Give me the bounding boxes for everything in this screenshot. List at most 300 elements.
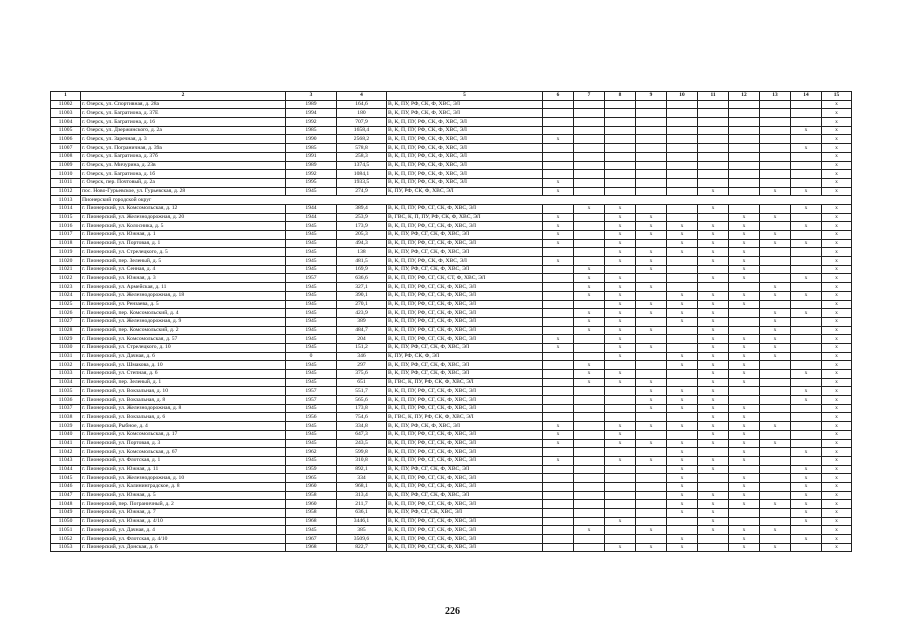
mark-cell: x (574, 283, 605, 292)
empty-cell (574, 500, 605, 509)
column-header: 5 (387, 92, 543, 101)
utilities-cell: В, К, ПУ, РФ, СК, Ф, ХВС, ЭЛ (387, 422, 543, 431)
empty-cell (729, 387, 760, 396)
empty-cell (605, 265, 636, 274)
table-row (51, 100, 852, 109)
empty-cell (605, 100, 636, 109)
empty-cell (791, 413, 822, 422)
mark-cell: x (605, 378, 636, 387)
row-number: 11013 (51, 196, 81, 205)
empty-cell (729, 396, 760, 405)
area-cell: 389 (337, 317, 387, 326)
empty-cell (791, 231, 822, 240)
empty-cell (636, 430, 667, 439)
row-number: 11038 (51, 413, 81, 422)
empty-cell (543, 526, 574, 535)
empty-cell (605, 135, 636, 144)
row-number: 11041 (51, 439, 81, 448)
empty-cell (667, 126, 698, 135)
mark-cell: x (729, 370, 760, 379)
mark-cell: x (729, 361, 760, 370)
mark-cell: x (791, 222, 822, 231)
mark-cell: x (667, 317, 698, 326)
mark-cell: x (729, 378, 760, 387)
address-cell: г. Пионерский, пер. Комсомольский, д. 2 (81, 326, 286, 335)
year-cell: 1958 (286, 491, 337, 500)
area-cell: 390,1 (337, 291, 387, 300)
mark-cell: x (822, 335, 852, 344)
row-number: 11043 (51, 456, 81, 465)
utilities-cell: В, К, П, ПУ, РФ, СГ, СК, Ф, ХВС, ЭЛ (387, 439, 543, 448)
empty-cell (667, 257, 698, 266)
utilities-cell: В, К, П, ПУ, РФ, СК, Ф, ХВС, ЭЛ (387, 118, 543, 127)
utilities-cell: В, К, П, ПУ, РФ, СГ, СК, Ф, ХВС, ЭЛ (387, 404, 543, 413)
utilities-cell: В, К, ПУ, РФ, СГ, СК, Ф, ХВС, ЭЛ (387, 248, 543, 257)
year-cell: 1956 (286, 413, 337, 422)
mark-cell: x (698, 465, 729, 474)
utilities-cell: В, К, П, ПУ, РФ, СГ, СК, Ф, ХВС, ЭЛ (387, 474, 543, 483)
utilities-cell: В, К, П, ПУ, РФ, СГ, СК, Ф, ХВС, ЭЛ (387, 326, 543, 335)
mark-cell: x (636, 257, 667, 266)
empty-cell (667, 100, 698, 109)
mark-cell: x (791, 309, 822, 318)
empty-cell (574, 482, 605, 491)
utilities-cell: В, К, ПУ, РФ, СГ, СК, Ф, ХВС, ЭЛ (387, 231, 543, 240)
row-number: 11033 (51, 370, 81, 379)
empty-cell (698, 213, 729, 222)
mark-cell: x (760, 309, 791, 318)
mark-cell: x (822, 248, 852, 257)
table-row (51, 161, 852, 170)
row-number: 11016 (51, 222, 81, 231)
empty-cell (574, 465, 605, 474)
mark-cell: x (667, 543, 698, 552)
utilities-cell: В, К, ПУ, РФ, СК, Ф, ХВС, ЭЛ (387, 100, 543, 109)
empty-cell (760, 257, 791, 266)
empty-cell (543, 517, 574, 526)
year-cell: 1990 (286, 135, 337, 144)
area-cell: 1933,5 (337, 178, 387, 187)
utilities-cell: В, К, П, ПУ, РФ, СГ, СК, Ф, ХВС, ЭЛ (387, 500, 543, 509)
mark-cell: x (636, 300, 667, 309)
mark-cell: x (822, 274, 852, 283)
mark-cell: x (822, 239, 852, 248)
address-cell: г. Озерск, ул. Багратиона, д. 16 (81, 118, 286, 127)
empty-cell (543, 535, 574, 544)
empty-cell (698, 448, 729, 457)
mark-cell: x (729, 335, 760, 344)
mark-cell: x (729, 439, 760, 448)
table-row (51, 204, 852, 213)
header-row (51, 92, 852, 101)
address-cell: г. Пионерский, ул. Колосника, д. 5 (81, 222, 286, 231)
empty-cell (636, 448, 667, 457)
utilities-cell: В, К, П, ПУ, РФ, СГ, СК, Ф, ХВС, ЭЛ (387, 283, 543, 292)
empty-cell (636, 109, 667, 118)
utilities-cell: В, К, П, ПУ, РФ, СГ, СК, Ф, ХВС, ЭЛ (387, 517, 543, 526)
empty-cell (791, 170, 822, 179)
column-header: 12 (729, 92, 760, 101)
address-cell: г. Пионерский, ул. Железнодорожная, д. 10 (81, 474, 286, 483)
year-cell: 1945 (286, 248, 337, 257)
row-number: 11026 (51, 309, 81, 318)
mark-cell: x (822, 187, 852, 196)
mark-cell: x (636, 396, 667, 405)
table-row (51, 543, 852, 552)
empty-cell (574, 535, 605, 544)
mark-cell: x (698, 239, 729, 248)
empty-cell (605, 474, 636, 483)
table-row (51, 231, 852, 240)
mark-cell: x (760, 335, 791, 344)
empty-cell (636, 491, 667, 500)
empty-cell (729, 161, 760, 170)
mark-cell: x (667, 500, 698, 509)
table-row (51, 404, 852, 413)
mark-cell: x (698, 187, 729, 196)
mark-cell: x (822, 361, 852, 370)
mark-cell: x (636, 543, 667, 552)
empty-cell (698, 170, 729, 179)
mark-cell: x (822, 456, 852, 465)
table-row (51, 248, 852, 257)
empty-cell (760, 474, 791, 483)
utilities-cell: В, К, П, ПУ, РФ, СГ, СК, Ф, ХВС, ЭЛ (387, 535, 543, 544)
utilities-cell: В, К, П, ПУ, РФ, СК, Ф, ХВС, ЭЛ (387, 152, 543, 161)
empty-cell (760, 456, 791, 465)
address-cell: пос. Ново-Гурьевское, ул. Гурьевская, д. 28 (81, 187, 286, 196)
mark-cell: x (667, 352, 698, 361)
empty-cell (729, 144, 760, 153)
mark-cell: x (822, 526, 852, 535)
area-cell: 334,8 (337, 422, 387, 431)
mark-cell: x (729, 422, 760, 431)
empty-cell (791, 404, 822, 413)
mark-cell: x (667, 535, 698, 544)
row-number: 11003 (51, 109, 81, 118)
address-cell: г. Пионерский, ул. Степная, д. 6 (81, 370, 286, 379)
year-cell: 1959 (286, 465, 337, 474)
mark-cell: x (698, 204, 729, 213)
empty-cell (605, 535, 636, 544)
table-row (51, 378, 852, 387)
table-row (51, 343, 852, 352)
mark-cell: x (822, 491, 852, 500)
empty-cell (636, 204, 667, 213)
address-cell: г. Пионерский, ул. Южная, д. 7 (81, 509, 286, 518)
mark-cell: x (822, 283, 852, 292)
empty-cell (574, 335, 605, 344)
empty-cell (667, 517, 698, 526)
address-cell: г. Пионерский, ул. Флотская, д. 1 (81, 456, 286, 465)
year-cell: 1989 (286, 100, 337, 109)
empty-cell (791, 352, 822, 361)
empty-cell (760, 535, 791, 544)
row-number: 11053 (51, 543, 81, 552)
empty-cell (760, 300, 791, 309)
mark-cell: x (605, 352, 636, 361)
empty-cell (698, 118, 729, 127)
empty-cell (543, 248, 574, 257)
mark-cell: x (822, 109, 852, 118)
empty-cell (636, 465, 667, 474)
mark-cell: x (667, 456, 698, 465)
table-row (51, 144, 852, 153)
area-cell: 599,8 (337, 448, 387, 457)
year-cell: 1945 (286, 343, 337, 352)
year-cell: 1945 (286, 265, 337, 274)
mark-cell: x (698, 413, 729, 422)
row-number: 11048 (51, 500, 81, 509)
mark-cell: x (791, 126, 822, 135)
empty-cell (667, 135, 698, 144)
area-cell: 375,6 (337, 370, 387, 379)
row-number: 11029 (51, 335, 81, 344)
year-cell: 1967 (286, 535, 337, 544)
empty-cell (574, 187, 605, 196)
mark-cell: x (729, 474, 760, 483)
mark-cell: x (822, 265, 852, 274)
area-cell: 313,4 (337, 491, 387, 500)
empty-cell (698, 100, 729, 109)
table-row (51, 465, 852, 474)
mark-cell: x (543, 231, 574, 240)
area-cell: 180 (337, 109, 387, 118)
empty-cell (574, 439, 605, 448)
utilities-cell: В, К, П, ПУ, РФ, СГ, СК, Ф, ХВС, ЭЛ (387, 291, 543, 300)
utilities-cell: В, К, ПУ, РФ, СГ, СК, Ф, ХВС, ЭЛ (387, 370, 543, 379)
address-cell: г. Пионерский, ул. Железнодорожная, д. 18 (81, 291, 286, 300)
address-cell: г. Пионерский, ул. Шмакова, д. 10 (81, 361, 286, 370)
section-title: Пионерский городской округ (81, 196, 852, 205)
mark-cell: x (543, 439, 574, 448)
empty-cell (543, 370, 574, 379)
empty-cell (574, 126, 605, 135)
row-number: 11011 (51, 178, 81, 187)
row-number: 11006 (51, 135, 81, 144)
empty-cell (574, 300, 605, 309)
utilities-cell: В, К, П, ПУ, РФ, СГ, СК, Ф, ХВС, ЭЛ (387, 317, 543, 326)
address-cell: г. Пионерский, пер. Зеленый, д. 1 (81, 378, 286, 387)
address-cell: г. Пионерский, ул. Стрелецкого, д. 5 (81, 248, 286, 257)
table-row (51, 517, 852, 526)
utilities-cell: В, К, П, ПУ, РФ, СГ, СК, СТ, Ф, ХВС, ЭЛ (387, 274, 543, 283)
empty-cell (574, 135, 605, 144)
empty-cell (543, 543, 574, 552)
mark-cell: x (605, 291, 636, 300)
empty-cell (791, 526, 822, 535)
mark-cell: x (543, 213, 574, 222)
address-cell: г. Пионерский, ул. Комсомольская, д. 12 (81, 204, 286, 213)
empty-cell (760, 126, 791, 135)
address-cell: г. Пионерский, ул. Дачная, д. 4 (81, 526, 286, 535)
empty-cell (636, 317, 667, 326)
mark-cell: x (729, 343, 760, 352)
utilities-cell: В, К, П, ПУ, РФ, СГ, СК, Ф, ХВС, ЭЛ (387, 335, 543, 344)
empty-cell (636, 100, 667, 109)
empty-cell (543, 161, 574, 170)
address-cell: г. Пионерский, ул. Комсомольская, д. 67 (81, 448, 286, 457)
year-cell: 1945 (286, 222, 337, 231)
row-number: 11045 (51, 474, 81, 483)
year-cell: 1945 (286, 361, 337, 370)
area-cell: 423,9 (337, 309, 387, 318)
mark-cell: x (698, 231, 729, 240)
mark-cell: x (760, 422, 791, 431)
area-cell: 205,3 (337, 231, 387, 240)
empty-cell (574, 170, 605, 179)
mark-cell: x (760, 543, 791, 552)
utilities-cell: В, К, П, ПУ, РФ, СГ, СК, Ф, ХВС, ЭЛ (387, 387, 543, 396)
mark-cell: x (791, 482, 822, 491)
empty-cell (791, 430, 822, 439)
empty-cell (543, 283, 574, 292)
empty-cell (729, 152, 760, 161)
table-row (51, 317, 852, 326)
mark-cell: x (543, 343, 574, 352)
section-row (51, 196, 852, 205)
mark-cell: x (667, 448, 698, 457)
row-number: 11021 (51, 265, 81, 274)
empty-cell (636, 144, 667, 153)
area-cell: 151,2 (337, 343, 387, 352)
empty-cell (605, 118, 636, 127)
utilities-cell: В, К, ПУ, РФ, СГ, СК, ХВС, ЭЛ (387, 509, 543, 518)
empty-cell (760, 118, 791, 127)
mark-cell: x (605, 456, 636, 465)
mark-cell: x (729, 543, 760, 552)
row-number: 11024 (51, 291, 81, 300)
empty-cell (791, 378, 822, 387)
area-cell: 968,1 (337, 482, 387, 491)
mark-cell: x (822, 126, 852, 135)
empty-cell (605, 187, 636, 196)
mark-cell: x (605, 543, 636, 552)
mark-cell: x (698, 317, 729, 326)
mark-cell: x (667, 248, 698, 257)
empty-cell (636, 118, 667, 127)
utilities-cell: В, К, П, ПУ, РФ, СГ, СК, Ф, ХВС, ЭЛ (387, 456, 543, 465)
empty-cell (574, 178, 605, 187)
column-header: 1 (51, 92, 81, 101)
empty-cell (543, 326, 574, 335)
row-number: 11032 (51, 361, 81, 370)
empty-cell (543, 465, 574, 474)
mark-cell: x (667, 387, 698, 396)
utilities-cell: В, К, ПУ, РФ, СГ, СК, Ф, ХВС, ЭЛ (387, 465, 543, 474)
mark-cell: x (636, 231, 667, 240)
mark-cell: x (729, 448, 760, 457)
empty-cell (760, 448, 791, 457)
year-cell: 1994 (286, 109, 337, 118)
mark-cell: x (636, 309, 667, 318)
empty-cell (543, 448, 574, 457)
mark-cell: x (698, 422, 729, 431)
mark-cell: x (605, 283, 636, 292)
empty-cell (574, 239, 605, 248)
empty-cell (760, 361, 791, 370)
mark-cell: x (760, 283, 791, 292)
area-cell: 243,5 (337, 439, 387, 448)
mark-cell: x (760, 439, 791, 448)
mark-cell: x (543, 187, 574, 196)
utilities-cell: В, К, П, ПУ, РФ, СК, Ф, ХВС, ЭЛ (387, 135, 543, 144)
mark-cell: x (791, 474, 822, 483)
empty-cell (574, 448, 605, 457)
area-cell: 1658,4 (337, 126, 387, 135)
mark-cell: x (729, 526, 760, 535)
mark-cell: x (667, 361, 698, 370)
year-cell: 1945 (286, 430, 337, 439)
year-cell: 1945 (286, 326, 337, 335)
mark-cell: x (636, 283, 667, 292)
empty-cell (760, 222, 791, 231)
empty-cell (667, 283, 698, 292)
mark-cell: x (605, 309, 636, 318)
area-cell: 389,4 (337, 204, 387, 213)
utilities-cell: В, ГВС, К, ПУ, РФ, СК, Ф, ХВС, ЭЛ (387, 413, 543, 422)
empty-cell (729, 465, 760, 474)
year-cell: 1960 (286, 482, 337, 491)
mark-cell: x (760, 187, 791, 196)
mark-cell: x (698, 378, 729, 387)
empty-cell (791, 326, 822, 335)
mark-cell: x (822, 500, 852, 509)
mark-cell: x (729, 352, 760, 361)
empty-cell (667, 178, 698, 187)
empty-cell (791, 422, 822, 431)
empty-cell (729, 187, 760, 196)
empty-cell (667, 343, 698, 352)
area-cell: 310,8 (337, 456, 387, 465)
empty-cell (543, 126, 574, 135)
mark-cell: x (574, 309, 605, 318)
empty-cell (636, 509, 667, 518)
empty-cell (698, 265, 729, 274)
area-cell: 1374,5 (337, 161, 387, 170)
mark-cell: x (574, 326, 605, 335)
empty-cell (605, 491, 636, 500)
mark-cell: x (760, 317, 791, 326)
empty-cell (605, 465, 636, 474)
table-row (51, 535, 852, 544)
address-cell: г. Пионерский, ул. Стрелецкого, д. 10 (81, 343, 286, 352)
mark-cell: x (822, 317, 852, 326)
utilities-cell: В, К, ПУ, РФ, СГ, СК, Ф, ХВС, ЭЛ (387, 343, 543, 352)
empty-cell (574, 231, 605, 240)
mark-cell: x (543, 239, 574, 248)
address-cell: г. Пионерский, ул. Южная, д. 1 (81, 231, 286, 240)
mark-cell: x (822, 396, 852, 405)
empty-cell (605, 126, 636, 135)
empty-cell (636, 291, 667, 300)
empty-cell (760, 274, 791, 283)
row-number: 11005 (51, 126, 81, 135)
empty-cell (605, 387, 636, 396)
empty-cell (791, 178, 822, 187)
area-cell: 258,3 (337, 152, 387, 161)
mark-cell: x (698, 517, 729, 526)
empty-cell (729, 517, 760, 526)
mark-cell: x (605, 439, 636, 448)
table-row (51, 352, 852, 361)
mark-cell: x (729, 535, 760, 544)
mark-cell: x (605, 343, 636, 352)
empty-cell (605, 404, 636, 413)
area-cell: 204 (337, 335, 387, 344)
mark-cell: x (822, 509, 852, 518)
utilities-cell: В, ГВС, К, П, ПУ, РФ, СК, Ф, ХВС, ЭЛ (387, 213, 543, 222)
